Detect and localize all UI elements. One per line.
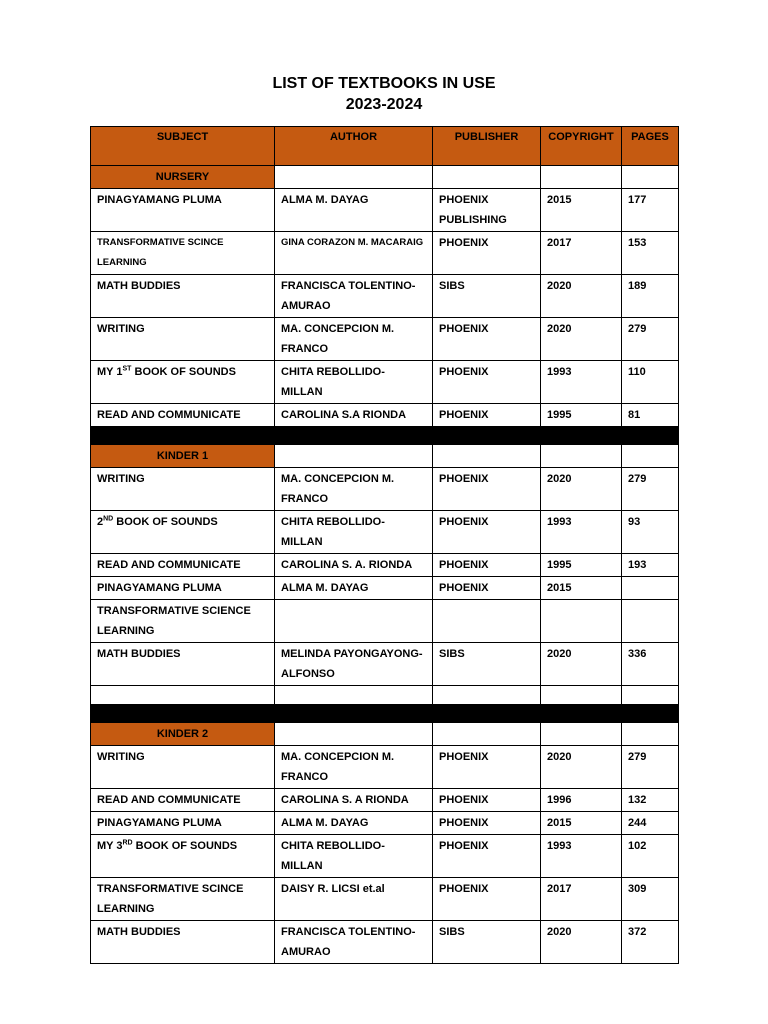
cell-copyright: 1993 [541, 835, 622, 878]
cell-pages: 132 [622, 789, 679, 812]
school-year: 2023-2024 [345, 96, 423, 113]
cell-subject: TRANSFORMATIVE SCINCE LEARNING [91, 878, 275, 921]
cell-publisher: PHOENIX [433, 468, 541, 511]
cell-pages: 102 [622, 835, 679, 878]
cell-copyright: 2020 [541, 746, 622, 789]
cell-publisher: PHOENIX [433, 835, 541, 878]
cell-pages: 93 [622, 511, 679, 554]
cell-author: CHITA REBOLLIDO-MILLAN [275, 835, 433, 878]
cell-copyright: 2017 [541, 878, 622, 921]
section-row-kinder-2 [91, 723, 679, 746]
cell-publisher: PHOENIX [433, 318, 541, 361]
cell-subject: 2ND BOOK OF SOUNDS [91, 511, 275, 554]
cell-pages: 279 [622, 746, 679, 789]
cell-author: MA. CONCEPCION M. FRANCO [275, 746, 433, 789]
document-title-block [0, 73, 768, 115]
cell-subject: MY 3RD BOOK OF SOUNDS [91, 835, 275, 878]
cell-pages: 189 [622, 275, 679, 318]
cell-subject: MATH BUDDIES [91, 275, 275, 318]
table-row [91, 878, 679, 921]
cell-subject: WRITING [91, 468, 275, 511]
section-row-nursery [91, 166, 679, 189]
cell-author: ALMA M. DAYAG [275, 189, 433, 232]
table-row [91, 600, 679, 643]
cell-pages: 309 [622, 878, 679, 921]
cell-subject: READ AND COMMUNICATE [91, 554, 275, 577]
table-row [91, 404, 679, 427]
cell-pages: 81 [622, 404, 679, 427]
section-label: KINDER 1 [91, 445, 275, 468]
cell-copyright: 2020 [541, 643, 622, 686]
table-row [91, 812, 679, 835]
cell-author: ALMA M. DAYAG [275, 812, 433, 835]
cell-author: FRANCISCA TOLENTINO-AMURAO [275, 921, 433, 964]
cell-publisher: PHOENIX [433, 577, 541, 600]
header-author: AUTHOR [275, 127, 433, 166]
cell-pages: 193 [622, 554, 679, 577]
table-row [91, 361, 679, 404]
cell-publisher: PHOENIX [433, 232, 541, 275]
document-title: LIST OF TEXTBOOKS IN USE [272, 75, 496, 92]
textbook-table [90, 126, 679, 964]
cell-subject: MATH BUDDIES [91, 921, 275, 964]
cell-publisher: PHOENIX [433, 746, 541, 789]
cell-pages: 372 [622, 921, 679, 964]
cell-subject: PINAGYAMANG PLUMA [91, 812, 275, 835]
cell-publisher: PHOENIX [433, 404, 541, 427]
table-row [91, 577, 679, 600]
cell-subject: WRITING [91, 318, 275, 361]
section-divider [91, 705, 679, 723]
cell-pages: 177 [622, 189, 679, 232]
cell-publisher: SIBS [433, 643, 541, 686]
cell-author: DAISY R. LICSI et.al [275, 878, 433, 921]
cell-copyright: 2020 [541, 921, 622, 964]
cell-copyright: 2020 [541, 468, 622, 511]
table-header-row [91, 127, 679, 166]
cell-pages [622, 600, 679, 643]
header-pages: PAGES [622, 127, 679, 166]
cell-pages: 279 [622, 318, 679, 361]
cell-author: ALMA M. DAYAG [275, 577, 433, 600]
cell-publisher: PHOENIX [433, 554, 541, 577]
cell-subject: WRITING [91, 746, 275, 789]
cell-publisher [433, 600, 541, 643]
cell-author: CHITA REBOLLIDO-MILLAN [275, 511, 433, 554]
cell-copyright [541, 600, 622, 643]
cell-copyright: 1993 [541, 511, 622, 554]
blank-row [91, 686, 679, 705]
cell-copyright: 2017 [541, 232, 622, 275]
cell-subject: MY 1ST BOOK OF SOUNDS [91, 361, 275, 404]
table-row [91, 511, 679, 554]
cell-subject: TRANSFORMATIVE SCIENCE LEARNING [91, 600, 275, 643]
cell-copyright: 1995 [541, 404, 622, 427]
table-row [91, 275, 679, 318]
cell-pages: 153 [622, 232, 679, 275]
header-subject: SUBJECT [91, 127, 275, 166]
section-row-kinder-1 [91, 445, 679, 468]
cell-publisher: SIBS [433, 921, 541, 964]
cell-author: GINA CORAZON M. MACARAIG [275, 232, 433, 275]
cell-subject: MATH BUDDIES [91, 643, 275, 686]
table-row [91, 835, 679, 878]
table-row [91, 789, 679, 812]
cell-copyright: 2015 [541, 812, 622, 835]
cell-publisher: SIBS [433, 275, 541, 318]
cell-author [275, 600, 433, 643]
cell-pages: 336 [622, 643, 679, 686]
header-copyright: COPYRIGHT [541, 127, 622, 166]
cell-copyright: 2015 [541, 577, 622, 600]
cell-pages: 244 [622, 812, 679, 835]
cell-copyright: 1995 [541, 554, 622, 577]
cell-subject: READ AND COMMUNICATE [91, 404, 275, 427]
cell-subject: READ AND COMMUNICATE [91, 789, 275, 812]
cell-copyright: 2015 [541, 189, 622, 232]
cell-pages: 279 [622, 468, 679, 511]
table-row [91, 232, 679, 275]
cell-author: CAROLINA S. A. RIONDA [275, 554, 433, 577]
cell-subject: PINAGYAMANG PLUMA [91, 189, 275, 232]
cell-author: CAROLINA S. A RIONDA [275, 789, 433, 812]
cell-author: CAROLINA S.A RIONDA [275, 404, 433, 427]
cell-author: CHITA REBOLLIDO-MILLAN [275, 361, 433, 404]
cell-author: MA. CONCEPCION M. FRANCO [275, 318, 433, 361]
cell-author: FRANCISCA TOLENTINO-AMURAO [275, 275, 433, 318]
header-publisher: PUBLISHER [433, 127, 541, 166]
cell-publisher: PHOENIX [433, 789, 541, 812]
cell-copyright: 2020 [541, 275, 622, 318]
table-row [91, 643, 679, 686]
cell-author: MELINDA PAYONGAYONG-ALFONSO [275, 643, 433, 686]
cell-copyright: 1993 [541, 361, 622, 404]
cell-subject: TRANSFORMATIVE SCINCE LEARNING [91, 232, 275, 275]
cell-copyright: 2020 [541, 318, 622, 361]
cell-publisher: PHOENIX [433, 878, 541, 921]
table-row [91, 318, 679, 361]
section-divider [91, 427, 679, 445]
cell-author: MA. CONCEPCION M. FRANCO [275, 468, 433, 511]
section-label: KINDER 2 [91, 723, 275, 746]
cell-subject: PINAGYAMANG PLUMA [91, 577, 275, 600]
section-label: NURSERY [91, 166, 275, 189]
cell-publisher: PHOENIX [433, 511, 541, 554]
table-row [91, 554, 679, 577]
cell-publisher: PHOENIX [433, 812, 541, 835]
cell-publisher: PHOENIX [433, 361, 541, 404]
table-row [91, 921, 679, 964]
cell-publisher: PHOENIX PUBLISHING [433, 189, 541, 232]
table-row [91, 746, 679, 789]
table-row [91, 468, 679, 511]
table-row [91, 189, 679, 232]
cell-pages [622, 577, 679, 600]
cell-pages: 110 [622, 361, 679, 404]
cell-copyright: 1996 [541, 789, 622, 812]
